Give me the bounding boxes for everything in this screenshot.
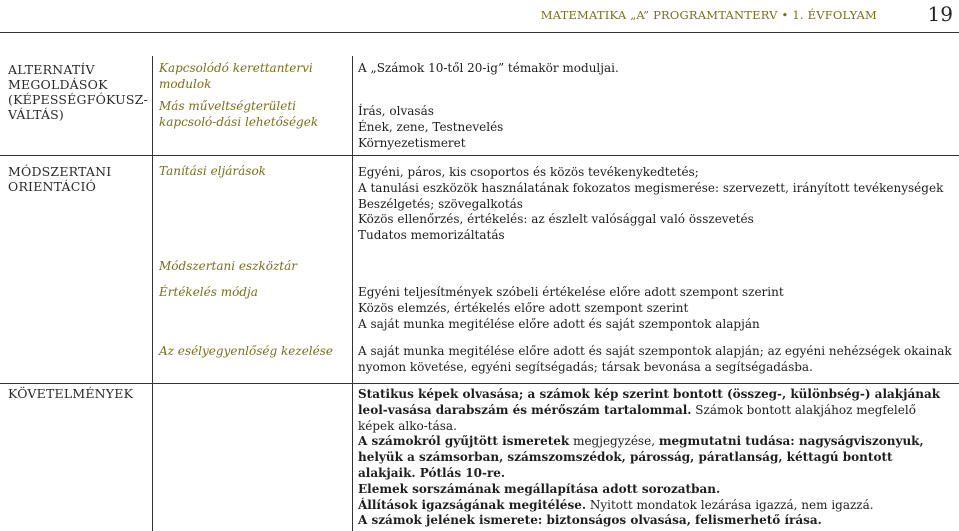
modulok-text: A „Számok 10-től 20-ig” témakör moduljai. — [358, 61, 619, 75]
kovetelmeny-normal: megjegyzése, — [569, 434, 659, 449]
row-separator — [0, 155, 959, 156]
label-eselyegyenloseg: Az esélyegyenlőség kezelése — [159, 344, 333, 358]
ertekeles-line: Közös elemzés, értékelés előre adott szempont szerint — [358, 300, 689, 315]
kovetelmeny-paragraph — [358, 482, 954, 498]
eljaras-line: Közös ellenőrzés, értékelés: az észlelt valósággal való összevetés — [358, 212, 754, 227]
page-header — [0, 0, 959, 32]
kovetelmeny-paragraph — [358, 387, 954, 434]
kovetelmeny-bold: Állítások igazságának megitélése. — [358, 497, 587, 512]
eljaras-line: A tanulási eszközök használatának fokozatos megismerése: szervezett, irányított tevékenységek — [358, 180, 944, 195]
row-separator — [0, 383, 959, 384]
ertekeles-line: A saját munka megitélése előre adott és saját szempontok alapján — [358, 316, 760, 331]
header-rule — [0, 32, 959, 33]
kovetelmeny-paragraph — [358, 513, 954, 529]
running-header: MATEMATIKA „A” PROGRAMTANTERV • 1. ÉVFOLYAM — [540, 8, 877, 22]
category-kovetelmenyek: KÖVETELMÉNYEK — [8, 386, 134, 401]
kovetelmeny-normal: Számok bontott alakjához megfelelő képek alko-tása. — [358, 402, 916, 433]
kovetelmeny-bold: megmutatni tudása: nagyságviszonyuk, helyük a számsorban, számszomszédok, párosság, páratlanság, kéttagú bontott alakjaik. Pótlás 10-re. — [358, 434, 924, 480]
kovetelmeny-paragraph — [358, 498, 954, 514]
kapcsolodasi-line: Környezetismeret — [358, 135, 466, 150]
content-tanitasi-eljarasok — [358, 165, 954, 244]
column-separator — [152, 56, 153, 531]
eljaras-line: Egyéni, páros, kis csoportos és közös tevékenykedtetés; — [358, 165, 699, 179]
kapcsolodasi-line: Ének, zene, Testnevelés — [358, 119, 504, 134]
label-tanitasi-eljarasok: Tanítási eljárások — [159, 164, 266, 178]
column-separator — [352, 56, 353, 531]
category-modszertani: MÓDSZERTANI ORIENTÁCIÓ — [8, 164, 112, 194]
kovetelmeny-bold: Elemek sorszámának megállapítása adott sorozatban. — [358, 481, 721, 496]
kovetelmeny-paragraph — [358, 434, 954, 481]
content-modulok — [358, 61, 954, 77]
category-alternativ: ALTERNATÍV MEGOLDÁSOK (KÉPESSÉGFÓKUSZ-VÁLTÁS) — [8, 62, 148, 122]
kapcsolodasi-line: Írás, olvasás — [358, 104, 434, 118]
label-ertekeles-modja: Értékelés módja — [159, 285, 258, 299]
label-mas-muveltsegteruleti: Más műveltségterületi kapcsoló-dási lehetőségek — [159, 99, 319, 129]
label-modszertani-eszkoztar: Módszertani eszköztár — [159, 259, 297, 273]
ertekeles-line: Egyéni teljesítmények szóbeli értékelése előre adott szempont szerint — [358, 285, 784, 299]
kovetelmeny-bold: Statikus képek olvasása; a számok kép szerint bontott (összeg-, különbség-) alakjának leol-vasása darabszám és mérőszám tartalommal. — [358, 387, 941, 417]
content-ertekeles — [358, 285, 954, 332]
page-number: 19 — [927, 2, 953, 26]
eljaras-line: Beszélgetés; szövegalkotás — [358, 196, 523, 211]
content-kovetelmenyek — [358, 387, 954, 529]
eljaras-line: Tudatos memorizáltatás — [358, 228, 505, 243]
kovetelmeny-bold: A számokról gyűjtött ismeretek — [358, 434, 570, 449]
content-kapcsolodasi — [358, 104, 954, 151]
kovetelmeny-normal: Nyitott mondatok lezárása igazzá, nem igazzá. — [586, 497, 874, 512]
eselyegyenloseg-text: A saját munka megitélése előre adott és saját szempontok alapján; az egyéni nehézségek okainak nyomon követése, egyéni segítségadás; társak bevonása a segítségadásba. — [358, 344, 952, 374]
content-eselyegyenloseg — [358, 344, 954, 376]
label-kapcsolodo-modulok: Kapcsolódó kerettantervi modulok — [159, 61, 313, 91]
kovetelmeny-bold: A számok jelének ismerete: biztonságos olvasása, felismerhető írása. — [358, 513, 822, 528]
